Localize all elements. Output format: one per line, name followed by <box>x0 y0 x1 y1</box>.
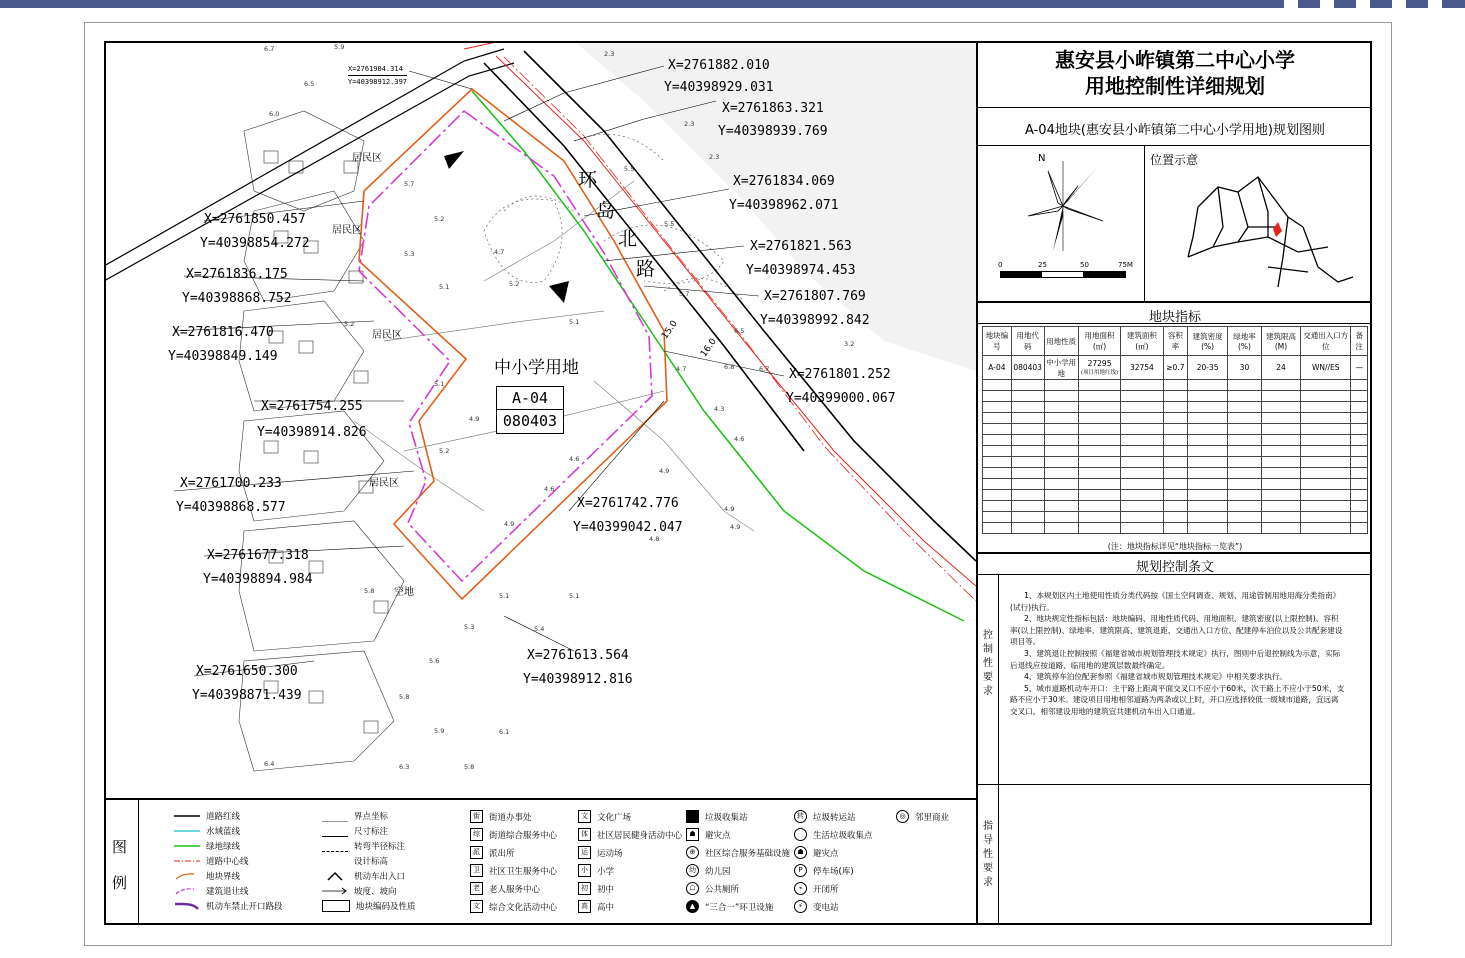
svg-text:6.5: 6.5 <box>734 327 745 335</box>
legend-label: 综合文化活动中心 <box>489 902 558 913</box>
legend-label: 变电站 <box>813 902 839 913</box>
svg-text:6.7: 6.7 <box>759 365 770 373</box>
residential-label: 居民区 <box>369 478 399 489</box>
primary-school-icon: 小 <box>578 864 591 877</box>
area-value: 27295 <box>1087 359 1112 368</box>
road-name-4: 路 <box>636 258 656 280</box>
community-facility-icon: ⊕ <box>686 846 699 859</box>
legend-label: 幼儿园 <box>705 866 731 877</box>
coord-y: Y=40398849.149 <box>168 349 278 364</box>
coord-x: X=2761904.314 <box>348 65 403 73</box>
svg-text:4.9: 4.9 <box>724 505 735 513</box>
legend-label: 生活垃圾收集点 <box>813 830 873 841</box>
index-col-header: 绿地率(%) <box>1228 327 1262 356</box>
legend-label: 高中 <box>597 902 615 913</box>
svg-text:6.8: 6.8 <box>724 363 735 371</box>
svg-text:6.3: 6.3 <box>399 763 410 771</box>
coord-x: X=2761677.318 <box>207 548 309 563</box>
svg-text:5.1: 5.1 <box>569 592 580 600</box>
svg-text:5.8: 5.8 <box>399 693 410 701</box>
svg-text:4.6: 4.6 <box>734 435 745 443</box>
parking-icon: P <box>794 864 807 877</box>
side-char: 制 <box>983 644 993 655</box>
side-char: 导 <box>983 835 993 846</box>
index-footnote: (注：地块指标详见“地块指标一览表”) <box>1107 542 1243 551</box>
land-use-label: 中小学用地 <box>494 358 579 378</box>
svg-text:6.5: 6.5 <box>304 80 315 88</box>
scale-label: 25 <box>1038 261 1047 269</box>
coord-y: Y=40399000.067 <box>786 391 896 406</box>
svg-text:5.2: 5.2 <box>509 280 520 288</box>
switch-station-icon: ⌁ <box>794 882 807 895</box>
table-cell: ≥0.7 <box>1163 356 1188 380</box>
svg-text:4.7: 4.7 <box>676 365 687 373</box>
svg-text:5.5: 5.5 <box>664 220 675 228</box>
svg-text:6.0: 6.0 <box>269 110 280 118</box>
legend-label: 界点坐标 <box>354 812 389 822</box>
legend-label: 运动场 <box>597 848 623 859</box>
table-cell: 24 <box>1261 356 1300 380</box>
svg-text:4.9: 4.9 <box>730 523 741 531</box>
index-col-header: 备注 <box>1351 327 1368 356</box>
coord-y: Y=40399042.047 <box>573 520 683 535</box>
side-char: 控 <box>983 630 993 641</box>
legend-label: 机动车禁止开口路段 <box>206 902 283 912</box>
svg-text:6.4: 6.4 <box>264 760 275 768</box>
band-gap <box>1428 0 1442 8</box>
coord-y: Y=40398974.453 <box>746 263 856 278</box>
parcel-code: 080403 <box>502 412 558 430</box>
residential-label: 居民区 <box>372 330 402 341</box>
rule-item: 5、城市道路机动车开口：主干路上距离平面交叉口不应小于60米，次干路上不应小于50米，支路不应小于30米。建设项目用地相邻道路为两条或以上时，开口应选择较低一级城市道路，宜远离交叉口。相邻建设用地的建筑宜共建机动车出入口通道。 <box>1010 683 1345 716</box>
table-cell: 中小学用地 <box>1044 356 1078 380</box>
svg-text:5.7: 5.7 <box>404 180 415 188</box>
side-char: 要 <box>983 863 993 874</box>
shop-icon: ◎ <box>896 810 909 823</box>
legend-label: 坡度、坡向 <box>354 887 397 897</box>
rule-item: 1、本规划区内土地使用性质分类代码按《国土空间调查、规划、用途管制用地用海分类指南》(试行)执行。 <box>1010 591 1341 612</box>
svg-text:4.6: 4.6 <box>569 455 580 463</box>
kindergarten-icon: 幼 <box>686 864 699 877</box>
band-gap <box>1284 0 1298 8</box>
side-char: 指 <box>983 821 993 832</box>
rule-item: 4、建筑停车泊位配套参照《福建省城市规划管理技术规定》中相关要求执行。 <box>1024 672 1288 682</box>
svg-text:5.1: 5.1 <box>434 380 445 388</box>
location-map-label: 位置示意 <box>1150 153 1199 167</box>
coord-y: Y=40398912.397 <box>348 75 407 88</box>
index-col-header: 容积率 <box>1163 327 1188 356</box>
legend-label: 道路红线 <box>206 812 241 822</box>
service-center-icon: 综 <box>470 828 483 841</box>
elderly-icon: 老 <box>470 882 483 895</box>
road-name-3: 北 <box>618 228 638 250</box>
coord-x: X=2761754.255 <box>261 399 363 414</box>
svg-text:5.7: 5.7 <box>679 290 690 298</box>
svg-text:5.6: 5.6 <box>429 657 440 665</box>
legend-label: 社区居民健身活动中心 <box>597 830 683 841</box>
coord-x: X=2761850.457 <box>204 212 306 227</box>
index-col-header: 交通出入口方位 <box>1301 327 1351 356</box>
legend-heading-char: 例 <box>112 874 128 892</box>
street-office-icon: 街 <box>470 810 483 823</box>
svg-text:5.9: 5.9 <box>334 43 345 51</box>
legend-heading-char: 图 <box>112 838 128 856</box>
index-col-header: 用地代码 <box>1011 327 1044 356</box>
plaza-icon: 文 <box>578 810 591 823</box>
coord-x: X=2761834.069 <box>733 174 835 189</box>
coord-y: Y=40398894.984 <box>203 572 313 587</box>
table-cell: WN//ES <box>1301 356 1351 380</box>
substation-icon: ⚡ <box>794 900 807 913</box>
index-heading: 地块指标 <box>1148 310 1201 325</box>
svg-text:5.3: 5.3 <box>464 623 475 631</box>
title-line-2: 用地控制性详细规划 <box>1085 74 1265 98</box>
index-col-header: 建筑密度(%) <box>1188 327 1228 356</box>
coord-y: Y=40398912.816 <box>523 672 633 687</box>
empty-land-label: 空地 <box>394 587 414 598</box>
top-band <box>0 0 1465 8</box>
side-char: 性 <box>983 849 993 860</box>
residential-label: 居民区 <box>332 225 362 236</box>
plan-subtitle: A-04地块(惠安县小岞镇第二中心小学用地)规划图则 <box>1025 123 1325 138</box>
index-col-header: 地块编号 <box>983 327 1012 356</box>
sports-field-icon: 运 <box>578 846 591 859</box>
legend-label: 机动车出入口 <box>354 872 406 882</box>
index-col-header: 建筑面积(㎡) <box>1121 327 1163 356</box>
svg-text:4.9: 4.9 <box>659 467 670 475</box>
coord-x: X=2761742.776 <box>577 496 679 511</box>
legend-label: 垃圾收集站 <box>705 812 748 823</box>
legend-label: 避灾点 <box>813 848 839 859</box>
svg-text:4.6: 4.6 <box>544 485 555 493</box>
legend-label: 避灾点 <box>705 830 731 841</box>
index-col-header: 用地面积(㎡) <box>1078 327 1120 356</box>
legend-label: 街道办事处 <box>489 812 532 823</box>
legend-label: 设计标高 <box>354 857 389 867</box>
title-line-1: 惠安县小岞镇第二中心小学 <box>1055 48 1295 72</box>
culture-icon: 文 <box>470 900 483 913</box>
svg-text:2.3: 2.3 <box>709 153 720 161</box>
coord-y: Y=40398929.031 <box>664 80 774 95</box>
svg-text:4.9: 4.9 <box>504 520 515 528</box>
legend-label: 建筑退让线 <box>206 887 249 897</box>
coord-x: X=2761882.010 <box>668 58 770 73</box>
legend-label: 派出所 <box>489 848 515 859</box>
scale-label: 0 <box>998 261 1003 269</box>
band-gap <box>1356 0 1370 8</box>
drawing-frame <box>104 41 1372 925</box>
table-cell: 30 <box>1228 356 1262 380</box>
side-char: 求 <box>983 686 993 697</box>
svg-text:4.7: 4.7 <box>494 248 505 256</box>
coord-y: Y=40398962.071 <box>729 198 839 213</box>
svg-text:5.2: 5.2 <box>434 215 445 223</box>
legend-label: 垃圾转运站 <box>813 812 856 823</box>
svg-text:6.1: 6.1 <box>499 728 510 736</box>
legend-label: 地块界线 <box>206 872 241 882</box>
rules-heading: 规划控制条文 <box>1135 560 1214 575</box>
svg-text:5.9: 5.9 <box>434 727 445 735</box>
svg-text:4.8: 4.8 <box>649 535 660 543</box>
band-gap <box>1392 0 1406 8</box>
svg-text:3.2: 3.2 <box>844 340 855 348</box>
legend-label: 绿地绿线 <box>206 842 241 852</box>
legend-label: 水域蓝线 <box>206 827 241 837</box>
legend-label: 社区卫生服务中心 <box>489 866 558 877</box>
legend-label: 街道综合服务中心 <box>489 830 558 841</box>
coord-y: Y=40398868.752 <box>182 291 292 306</box>
side-char: 要 <box>983 672 993 683</box>
coord-x: X=2761700.233 <box>180 476 282 491</box>
toilet-icon: ☖ <box>686 882 699 895</box>
police-icon: 派 <box>470 846 483 859</box>
svg-text:6.7: 6.7 <box>264 45 275 53</box>
legend-label: 停车场(库) <box>813 866 854 877</box>
legend-label: 地块编码及性质 <box>356 902 416 912</box>
index-col-header: 用地性质 <box>1044 327 1078 356</box>
legend-label: 社区综合服务基础设施 <box>705 848 791 859</box>
rule-item: 3、建筑退让控制按照《福建省城市规划管理技术规定》执行，图则中后退控制线为示意，实际后退线应按道路、临用地的建筑层数最终确定。 <box>1010 648 1341 670</box>
legend-label: 初中 <box>597 884 615 895</box>
fitness-icon: 体 <box>578 828 591 841</box>
shelter-point-icon: ☗ <box>794 846 807 859</box>
coord-y: Y=40398868.577 <box>176 500 286 515</box>
svg-text:5.2: 5.2 <box>344 320 355 328</box>
road-name-1: 环 <box>578 169 598 191</box>
table-cell: — <box>1351 356 1368 380</box>
coord-x: X=2761863.321 <box>722 101 824 116</box>
parcel-id: A-04 <box>497 387 563 410</box>
coord-y: Y=40398914.826 <box>257 425 367 440</box>
svg-text:5.5: 5.5 <box>624 165 635 173</box>
coord-x: X=2761807.769 <box>764 289 866 304</box>
svg-text:5.1: 5.1 <box>499 592 510 600</box>
svg-text:5.8: 5.8 <box>364 587 375 595</box>
svg-text:5.3: 5.3 <box>404 250 415 258</box>
svg-text:5.1: 5.1 <box>569 318 580 326</box>
legend-label: 转弯半径标注 <box>354 842 406 852</box>
shelter-icon: ☗ <box>686 828 699 841</box>
coord-y: Y=40398871.439 <box>192 688 302 703</box>
middle-school-icon: 初 <box>578 882 591 895</box>
side-char: 求 <box>983 877 993 888</box>
svg-text:5.1: 5.1 <box>439 283 450 291</box>
coord-x: X=2761836.175 <box>186 267 288 282</box>
transfer-station-icon: 转 <box>794 810 807 823</box>
svg-text:2.3: 2.3 <box>604 50 615 58</box>
residential-label: 居民区 <box>352 153 382 164</box>
svg-text:5.4: 5.4 <box>534 625 545 633</box>
table-cell: 080403 <box>1011 356 1044 380</box>
table-cell: 32754 <box>1121 356 1163 380</box>
svg-text:2.3: 2.3 <box>684 120 695 128</box>
high-school-icon: 高 <box>578 900 591 913</box>
band-gap <box>1320 0 1334 8</box>
svg-text:4.3: 4.3 <box>714 405 725 413</box>
road-name-2: 岛 <box>596 200 616 222</box>
area-note: (项目用地红线) <box>1080 370 1119 376</box>
legend-label: 开闭所 <box>813 884 839 895</box>
coord-y: Y=40398939.769 <box>718 124 828 139</box>
road-width-label: 15.0 <box>660 318 680 342</box>
legend-label: 道路中心线 <box>206 857 249 867</box>
coord-x: X=2761816.470 <box>172 325 274 340</box>
sanitation-icon: ▲ <box>686 900 699 913</box>
north-label: N <box>1038 153 1046 164</box>
svg-text:4.9: 4.9 <box>469 415 480 423</box>
legend-label: “三合一”环卫设施 <box>705 902 774 913</box>
coord-y: Y=40398854.272 <box>200 236 310 251</box>
legend-label: 尺寸标注 <box>354 827 389 837</box>
table-cell: A-04 <box>983 356 1012 380</box>
scale-label: 75M <box>1118 261 1133 269</box>
coord-x: X=2761650.300 <box>196 664 298 679</box>
legend-label: 邻里商业 <box>915 812 950 823</box>
legend-label: 老人服务中心 <box>489 884 541 895</box>
road-width-label: 16.0 <box>699 336 719 360</box>
coord-x: X=2761821.563 <box>750 239 852 254</box>
index-col-header: 建筑限高(M) <box>1261 327 1300 356</box>
coord-y: Y=40398992.842 <box>760 313 870 328</box>
legend-label: 公共厕所 <box>705 884 740 895</box>
clinic-icon: 卫 <box>470 864 483 877</box>
rule-item: 2、地块规定性指标包括：地块编码、用地性质代码、用地面积、建筑密度(以上限控制)、容积率(以上限控制)、绿地率、建筑限高、建筑退距、交通出入口方位、配建停车泊位以及公共配套建设项目等。 <box>1010 614 1343 647</box>
svg-text:5.2: 5.2 <box>439 447 450 455</box>
svg-text:5.8: 5.8 <box>464 763 475 771</box>
legend-label: 文化广场 <box>597 812 632 823</box>
coord-x: X=2761801.252 <box>789 367 891 382</box>
coord-x: X=2761613.564 <box>527 648 629 663</box>
legend-label: 小学 <box>597 866 615 877</box>
scale-label: 50 <box>1080 261 1089 269</box>
side-char: 性 <box>983 658 993 669</box>
table-cell: 20-35 <box>1188 356 1228 380</box>
